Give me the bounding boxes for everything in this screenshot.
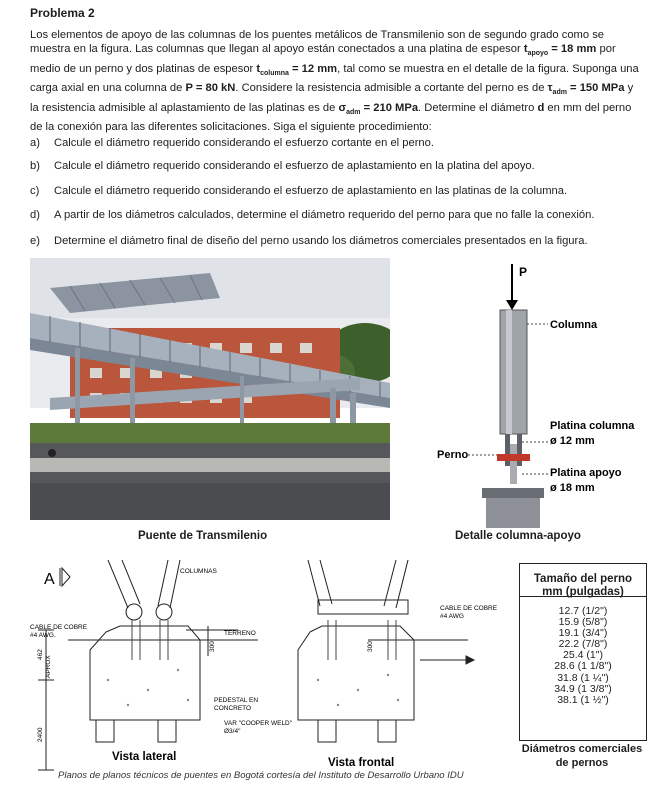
table-row: 22.2 (7/8"): [558, 638, 608, 651]
detail-diagram: [430, 262, 665, 532]
pedestal-label: PEDESTAL EN: [214, 697, 259, 704]
load-label: P: [519, 265, 528, 279]
cable-right-label: CABLE DE COBRE: [440, 605, 498, 612]
table-row: 38.1 (1 ½"): [557, 693, 609, 706]
weld-label: VAR "COOPER WELD": [224, 720, 293, 727]
plate-base-dim: ø 18 mm: [550, 482, 595, 494]
view-lateral-label: Vista lateral: [112, 751, 177, 763]
dim-462: 462: [37, 649, 44, 660]
step-e: e) Determine el diámetro final de diseño del perno usando los diámetros comerciales presentados en la figura.: [30, 235, 588, 247]
plate-column-dim: ø 12 mm: [550, 435, 595, 447]
columns-label: COLUMNAS: [180, 568, 217, 575]
step-d: d) A partir de los diámetros calculados, determine el diámetro requerido del perno para que no falle la conexión.: [30, 209, 595, 221]
step-a: a) Calcule el diámetro requerido considerando el esfuerzo cortante en el perno.: [30, 137, 434, 149]
bolt-label: Perno: [437, 449, 469, 461]
dim-300-front: 300: [367, 641, 374, 652]
detail-caption: Detalle columna-apoyo: [455, 530, 581, 542]
table-row: 28.6 (1 1/8"): [554, 660, 612, 673]
table-caption: Diámetros comerciales de pernos: [521, 743, 643, 769]
bridge-photo: [30, 258, 390, 520]
photo-caption: Puente de Transmilenio: [138, 530, 268, 542]
dim-2400: 2400: [37, 727, 44, 742]
technical-drawing: [28, 560, 508, 772]
plate-base-label: Platina apoyo: [550, 467, 622, 479]
column-label: Columna: [550, 319, 598, 331]
table-row: 31.8 (1 ¼"): [557, 671, 609, 684]
problem-title: Problema 2: [30, 6, 95, 20]
dim-approx: APROX: [45, 655, 52, 678]
problem-statement: Los elementos de apoyo de las columnas de los puentes metálicos de Transmilenio son de segundo grado como se muestra en la figura. Las columnas que llegan al apoyo están conectados a una platina de espesor $t_{apoyo} = 18$ mm por medio de un perno y dos platinas de espesor $t_{columna} = 12$ mm, tal como se muestra en el detalle de la figura. Suponga una carga axial en una columna de P = 80 kN. Considere la resistencia admisible a cortante del perno es de $\tau_{adm} = 150$ MPa y la resistencia admisible al aplastamiento de las platinas es de $\sigma_{adm} = 210$ MPa. Determine el diámetro d en mm del perno de la conexión para las diferentes solicitaciones. Siga el siguiente procedimiento:: [30, 29, 639, 134]
table-row: 12.7 (1/2"): [558, 605, 608, 617]
step-b: b) Calcule el diámetro requerido considerando el esfuerzo de aplastamiento en la platina del apoyo.: [30, 160, 535, 172]
table-row: 19.1 (3/4"): [558, 627, 608, 640]
step-c: c) Calcule el diámetro requerido considerando el esfuerzo de aplastamiento en las platinas de la columna.: [30, 185, 568, 197]
weld-label-2: Ø3/4": [224, 728, 241, 735]
table-row: 15.9 (5/8"): [558, 616, 608, 629]
bolt-size-table: [519, 563, 647, 741]
cable-left-label: CABLE DE COBRE: [30, 624, 88, 631]
table-header: Tamaño del perno mm (pulgadas): [520, 564, 646, 597]
table-row: 34.9 (1 3/8"): [554, 682, 612, 695]
pedestal-label-2: CONCRETO: [214, 705, 252, 712]
dim-300-lateral: 300: [209, 641, 216, 652]
table-row: 25.4 (1"): [563, 649, 603, 662]
section-label: A: [44, 571, 55, 588]
cable-right-label-2: #4 AWG: [440, 613, 464, 620]
ground-label: TERRENO: [224, 630, 256, 637]
cable-left-label-2: #4 AWG.: [30, 632, 56, 639]
plate-column-label: Platina columna: [550, 420, 635, 432]
credit-note: Planos de planos técnicos de puentes en Bogotá cortesía del Instituto de Desarrollo Urbano IDU: [58, 770, 464, 781]
view-front-label: Vista frontal: [328, 757, 395, 769]
